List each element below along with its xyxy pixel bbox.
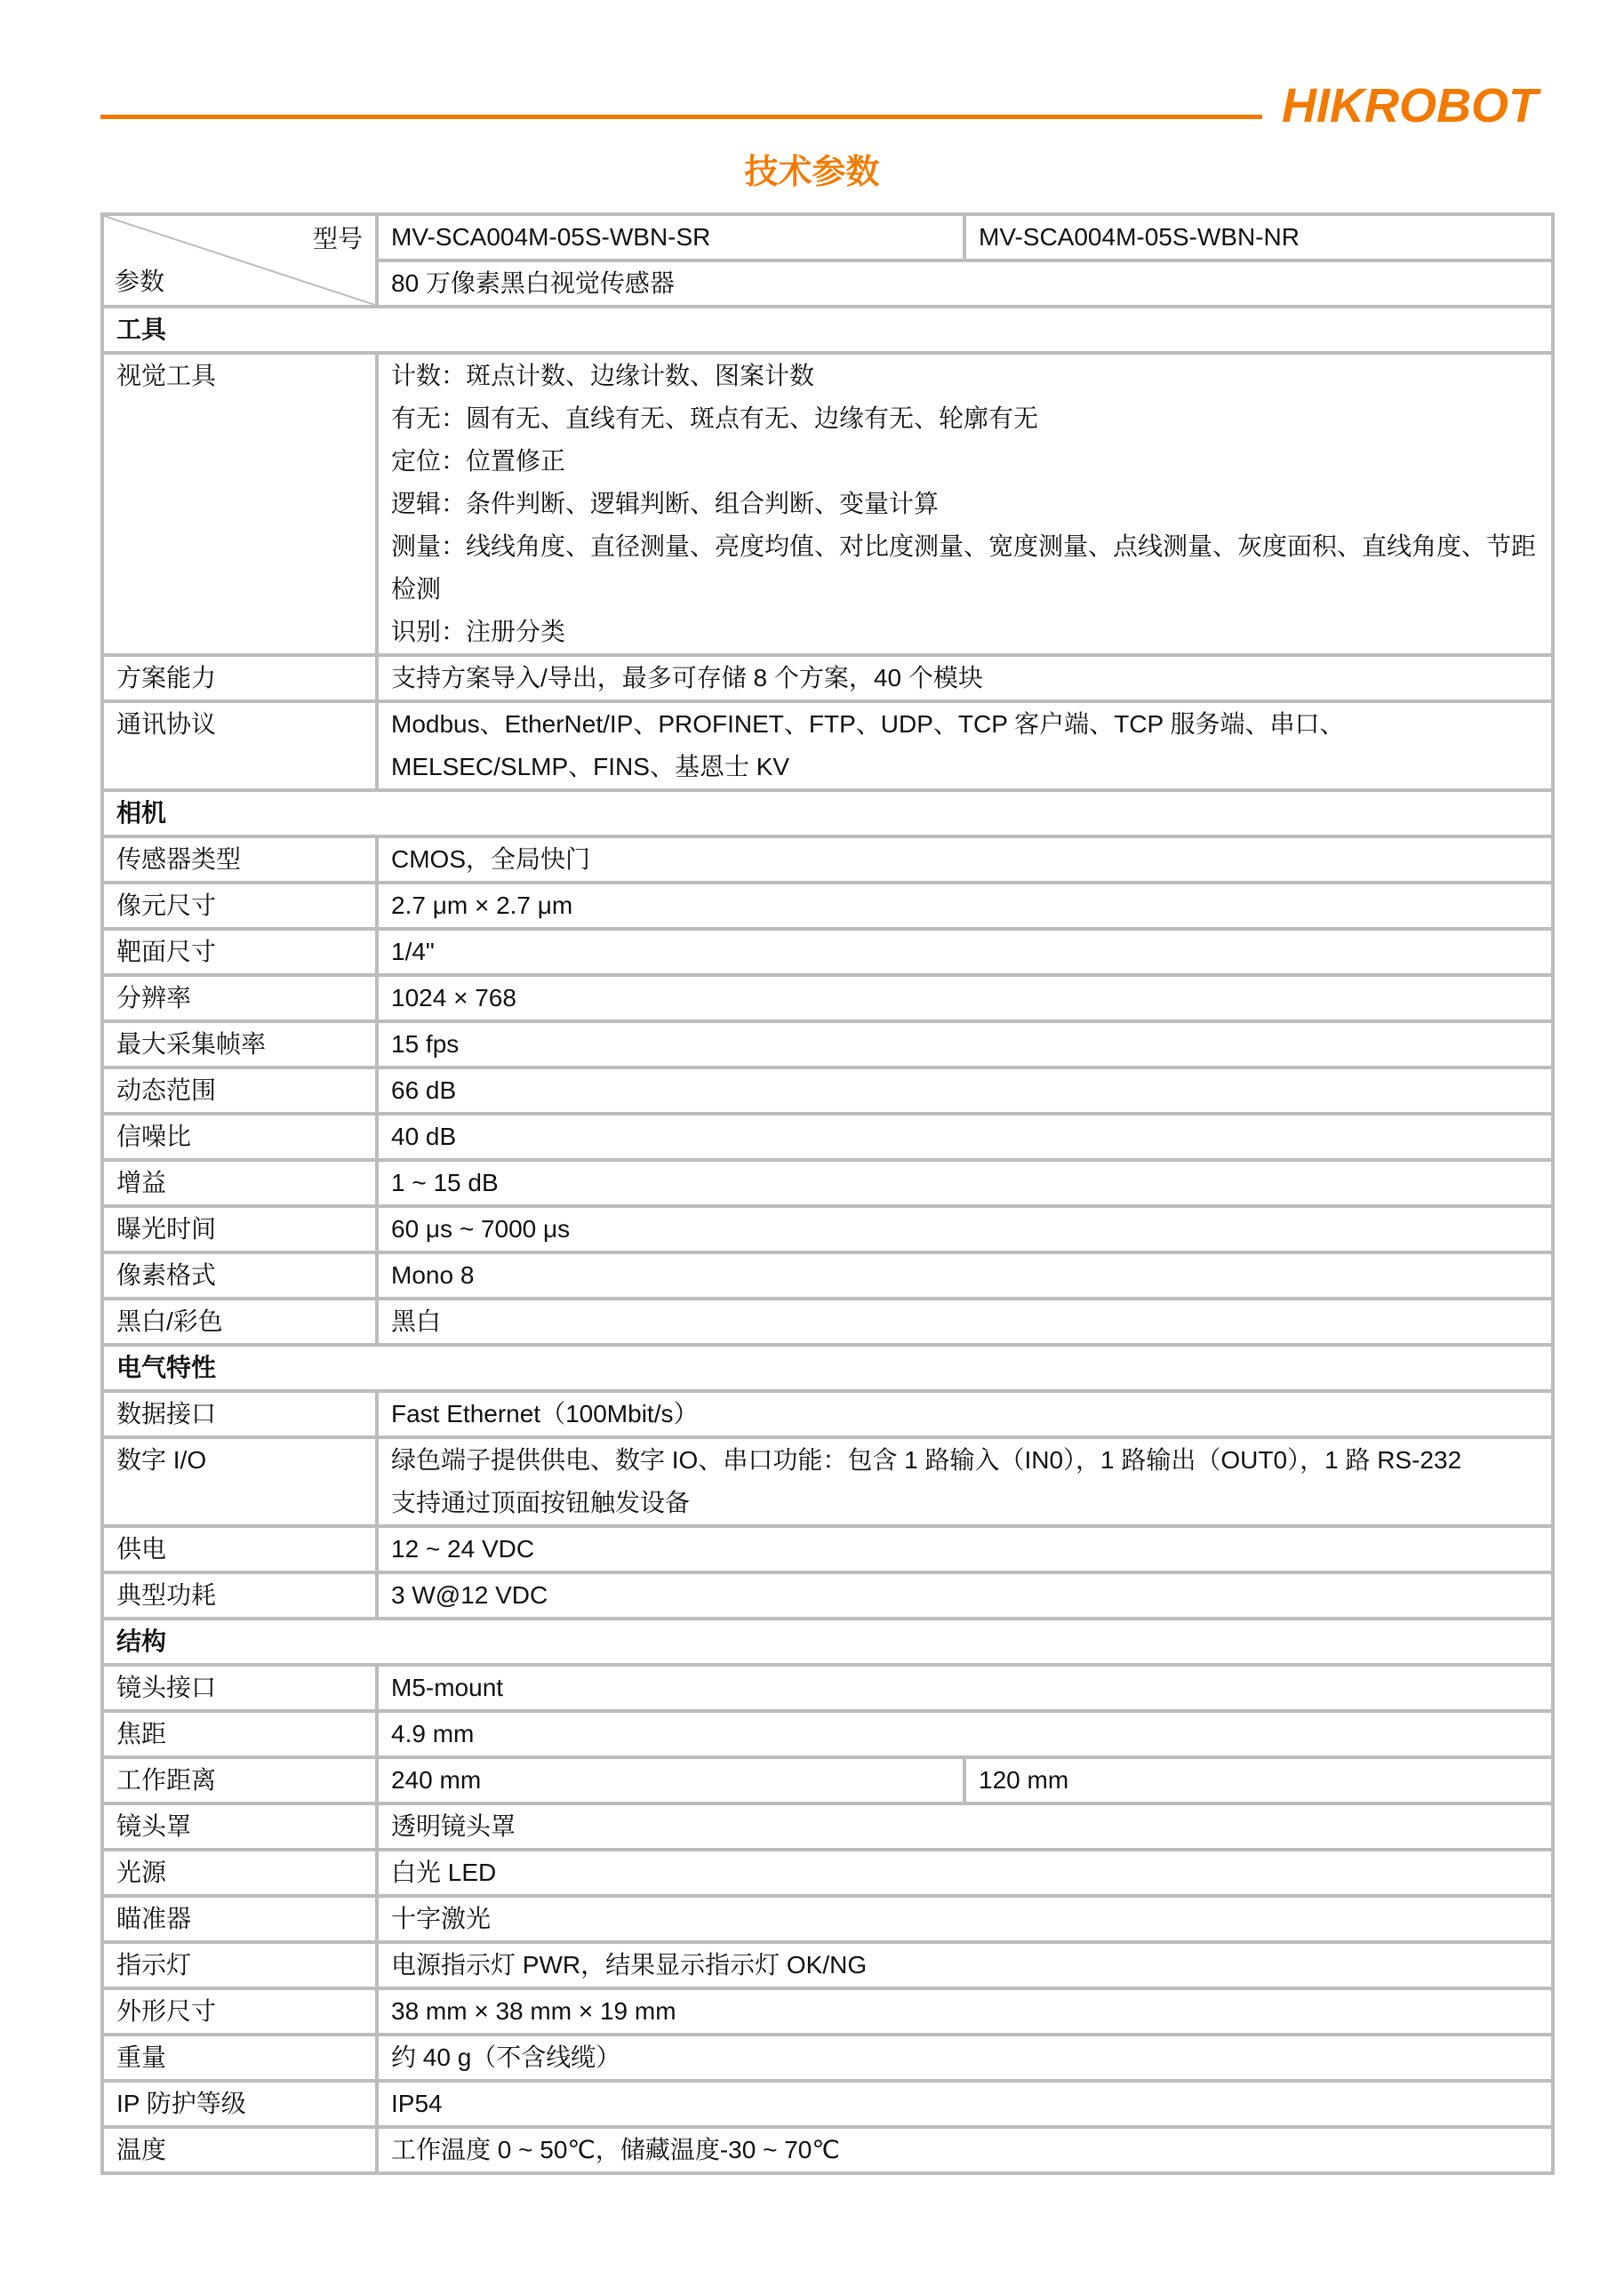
row-value [377, 1437, 1553, 1526]
row-value: 3 W@12 VDC [377, 1572, 1553, 1619]
section-row-structure [102, 1619, 1553, 1665]
row-label: 方案能力 [102, 655, 377, 701]
row-value: 白光 LED [377, 1850, 1553, 1896]
row-label: 像素格式 [102, 1252, 377, 1299]
spec-row-temperature [102, 2127, 1553, 2173]
row-label: 像元尺寸 [102, 883, 377, 929]
row-value: 1024 × 768 [377, 975, 1553, 1021]
row-label: 镜头接口 [102, 1665, 377, 1711]
spec-row-pixel-size [102, 883, 1553, 929]
row-value: Fast Ethernet（100Mbit/s） [377, 1391, 1553, 1437]
row-label: 黑白/彩色 [102, 1299, 377, 1345]
spec-row-sensor-format [102, 929, 1553, 975]
row-value: 60 μs ~ 7000 μs [377, 1206, 1553, 1252]
spec-row-sensor-type [102, 836, 1553, 883]
section-title: 结构 [102, 1619, 1553, 1665]
spec-row-gain [102, 1160, 1553, 1206]
row-value: 1/4" [377, 929, 1553, 975]
row-label: 最大采集帧率 [102, 1021, 377, 1068]
row-label: 光源 [102, 1850, 377, 1896]
spec-row-data-interface [102, 1391, 1553, 1437]
row-label: 镜头罩 [102, 1803, 377, 1850]
row-value: 38 mm × 38 mm × 19 mm [377, 1988, 1553, 2035]
spec-row-lens-mount [102, 1665, 1553, 1711]
row-label: 曝光时间 [102, 1206, 377, 1252]
spec-row-dynamic-range [102, 1068, 1553, 1114]
row-label: 分辨率 [102, 975, 377, 1021]
page-title: 技术参数 [744, 154, 880, 191]
section-title: 电气特性 [102, 1345, 1553, 1391]
spec-row-communication-protocol [102, 701, 1553, 790]
spec-row-mono-color [102, 1299, 1553, 1345]
row-value: 工作温度 0 ~ 50℃，储藏温度-30 ~ 70℃ [377, 2127, 1553, 2173]
row-value: IP54 [377, 2081, 1553, 2127]
row-value: CMOS，全局快门 [377, 836, 1553, 883]
spec-row-dimensions [102, 1988, 1553, 2035]
spec-row-ip-rating [102, 2081, 1553, 2127]
row-label: 重量 [102, 2035, 377, 2081]
brand-rule-line [100, 115, 1262, 119]
spec-row-digital-io [102, 1437, 1553, 1526]
row-label: 传感器类型 [102, 836, 377, 883]
section-title: 工具 [102, 307, 1553, 353]
section-row-electrical [102, 1345, 1553, 1391]
corner-param-label: 参数 [115, 268, 165, 295]
spec-row-exposure-time [102, 1206, 1553, 1252]
row-label: 视觉工具 [102, 353, 377, 655]
spec-row-focal-length [102, 1711, 1553, 1757]
row-label: 焦距 [102, 1711, 377, 1757]
spec-row-power-consumption [102, 1572, 1553, 1619]
row-label: 典型功耗 [102, 1572, 377, 1619]
spec-row-max-frame-rate [102, 1021, 1553, 1068]
row-label: 信噪比 [102, 1114, 377, 1160]
row-value: 十字激光 [377, 1896, 1553, 1942]
row-value: 15 fps [377, 1021, 1553, 1068]
spec-row-indicator [102, 1942, 1553, 1988]
row-value-model-1: 240 mm [377, 1757, 964, 1803]
row-value: 12 ~ 24 VDC [377, 1526, 1553, 1572]
spec-row-lens-cover [102, 1803, 1553, 1850]
brand-logo: HIKROBOT [1282, 79, 1538, 132]
row-label: 温度 [102, 2127, 377, 2173]
row-label: 供电 [102, 1526, 377, 1572]
row-label: 靶面尺寸 [102, 929, 377, 975]
row-value [377, 353, 1553, 655]
row-value: 电源指示灯 PWR，结果显示指示灯 OK/NG [377, 1942, 1553, 1988]
row-value: 透明镜头罩 [377, 1803, 1553, 1850]
row-label: 通讯协议 [102, 701, 377, 790]
section-title: 相机 [102, 790, 1553, 836]
spec-row-scheme-capability [102, 655, 1553, 701]
row-label: 指示灯 [102, 1942, 377, 1988]
row-value: 约 40 g（不含线缆） [377, 2035, 1553, 2081]
row-label: 数字 I/O [102, 1437, 377, 1526]
value-line: 逻辑：条件判断、逻辑判断、组合判断、变量计算 [391, 490, 940, 517]
row-label: 数据接口 [102, 1391, 377, 1437]
row-value: 40 dB [377, 1114, 1553, 1160]
row-label: 增益 [102, 1160, 377, 1206]
spec-row-resolution [102, 975, 1553, 1021]
value-line: 定位：位置修正 [391, 447, 566, 475]
value-line: 有无：圆有无、直线有无、斑点有无、边缘有无、轮廓有无 [391, 404, 1039, 432]
spec-row-power-supply [102, 1526, 1553, 1572]
section-row-camera [102, 790, 1553, 836]
spec-table [100, 212, 1555, 2175]
section-row-tools [102, 307, 1553, 353]
row-value: 66 dB [377, 1068, 1553, 1114]
row-value: Modbus、EtherNet/IP、PROFINET、FTP、UDP、TCP 客户端、TCP 服务端、串口、MELSEC/SLMP、FINS、基恩士 KV [377, 701, 1553, 790]
value-line: 计数：斑点计数、边缘计数、图案计数 [391, 362, 815, 389]
row-value: 2.7 μm × 2.7 μm [377, 883, 1553, 929]
value-line: 绿色端子提供供电、数字 IO、串口功能：包含 1 路输入（IN0），1 路输出（OUT0），1 路 RS-232 [391, 1446, 1462, 1474]
spec-row-working-distance [102, 1757, 1553, 1803]
value-line: 测量：线线角度、直径测量、亮度均值、对比度测量、宽度测量、点线测量、灰度面积、直线角度、节距检测 [391, 532, 1537, 603]
row-value: Mono 8 [377, 1252, 1553, 1299]
spec-row-pixel-format [102, 1252, 1553, 1299]
row-value: 1 ~ 15 dB [377, 1160, 1553, 1206]
model-name-cell-2: MV-SCA004M-05S-WBN-NR [964, 214, 1553, 260]
row-label: 外形尺寸 [102, 1988, 377, 2035]
table-header-row-models [102, 214, 1553, 260]
row-label: 瞄准器 [102, 1896, 377, 1942]
value-line: 识别：注册分类 [391, 618, 566, 645]
model-name-cell-1: MV-SCA004M-05S-WBN-SR [377, 214, 964, 260]
value-line: 支持通过顶面按钮触发设备 [391, 1489, 691, 1516]
spec-row-vision-tools [102, 353, 1553, 655]
row-value: 4.9 mm [377, 1711, 1553, 1757]
corner-cell [102, 214, 377, 307]
row-value: M5-mount [377, 1665, 1553, 1711]
row-value: 黑白 [377, 1299, 1553, 1345]
product-description-cell: 80 万像素黑白视觉传感器 [377, 260, 1553, 307]
spec-row-aimer [102, 1896, 1553, 1942]
corner-model-label: 型号 [312, 225, 363, 252]
row-label: 动态范围 [102, 1068, 377, 1114]
document-header [100, 0, 1538, 130]
row-label: 工作距离 [102, 1757, 377, 1803]
row-value-model-2: 120 mm [964, 1757, 1553, 1803]
row-label: IP 防护等级 [102, 2081, 377, 2127]
spec-row-light-source [102, 1850, 1553, 1896]
spec-row-snr [102, 1114, 1553, 1160]
spec-row-weight [102, 2035, 1553, 2081]
row-value: 支持方案导入/导出，最多可存储 8 个方案，40 个模块 [377, 655, 1553, 701]
